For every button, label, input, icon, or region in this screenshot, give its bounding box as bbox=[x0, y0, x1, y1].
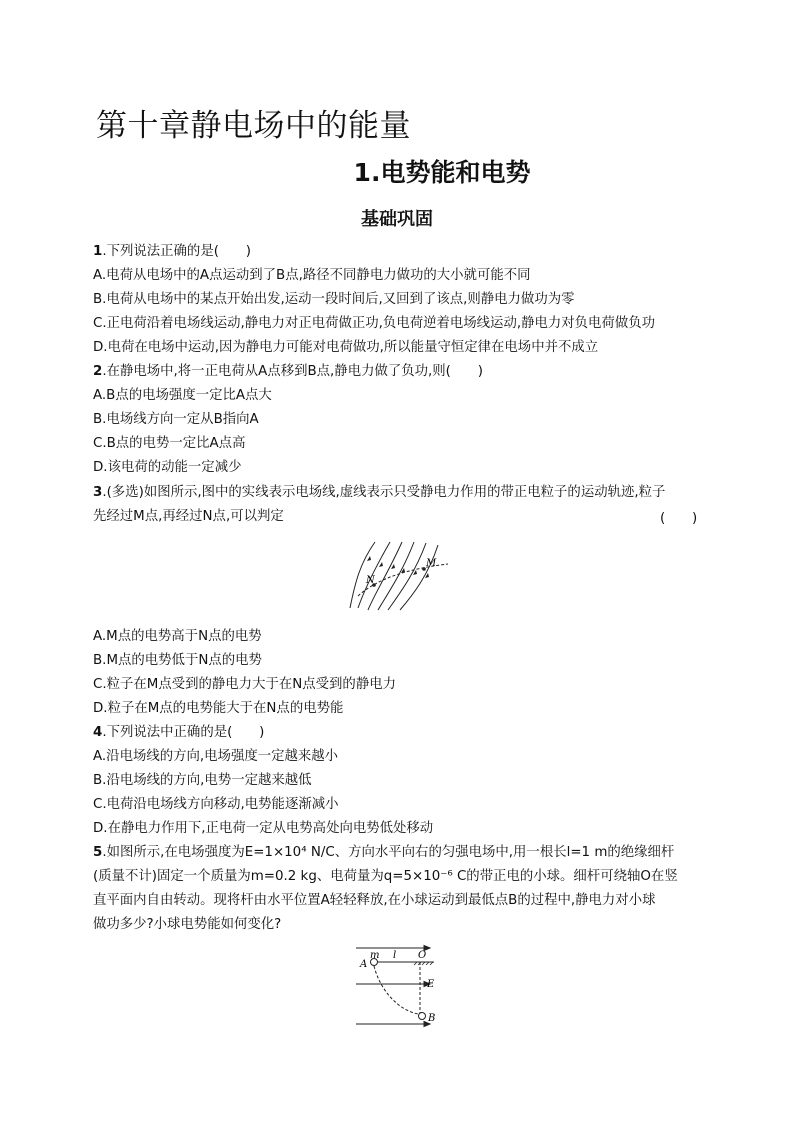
q5-line3: 直平面内自由转动。现将杆由水平位置A轻轻释放,在小球运动到最低点B的过程中,静电力对小球 bbox=[93, 893, 656, 908]
q5-pendulum-figure bbox=[350, 940, 450, 1030]
q2-option-a: A.B点的电场强度一定比A点大 bbox=[93, 388, 272, 403]
q3-stem-line1: 3.(多选)如图所示,图中的实线表示电场线,虚线表示只受静电力作用的带正电粒子的运动轨迹,粒子 bbox=[93, 485, 666, 500]
q4-option-b: B.沿电场线的方向,电势一定越来越低 bbox=[93, 773, 312, 788]
q4-option-a: A.沿电场线的方向,电场强度一定越来越小 bbox=[93, 749, 339, 764]
q3-field-line-figure bbox=[340, 538, 460, 614]
q5-label-a: A bbox=[360, 959, 368, 970]
q3-option-b: B.M点的电势低于N点的电势 bbox=[93, 653, 262, 668]
q1-option-d: D.电荷在电场中运动,因为静电力可能对电荷做功,所以能量守恒定律在电场中并不成立 bbox=[93, 340, 599, 355]
q5-line1: 5.如图所示,在电场强度为E=1×10⁴ N/C、方向水平向右的匀强电场中,用一根长l=1 m的绝缘细杆 bbox=[93, 845, 675, 860]
q3-option-c: C.粒子在M点受到的静电力大于在N点受到的静电力 bbox=[93, 677, 396, 692]
q2-option-d: D.该电荷的动能一定减少 bbox=[93, 460, 242, 475]
q5-label-e: E bbox=[427, 979, 435, 990]
q1-stem: 1.下列说法正确的是( ) bbox=[93, 244, 251, 259]
q1-option-c: C.正电荷沿着电场线运动,静电力对正电荷做正功,负电荷逆着电场线运动,静电力对负电荷做负功 bbox=[93, 316, 655, 331]
q4-option-d: D.在静电力作用下,正电荷一定从电势高处向电势低处移动 bbox=[93, 821, 434, 836]
q5-line2: (质量不计)固定一个质量为m=0.2 kg、电荷量为q=5×10⁻⁶ C的带正电的小球。细杆可绕轴O在竖 bbox=[93, 869, 678, 884]
q3-answer-paren: ( ) bbox=[660, 511, 698, 526]
q3-label-n: N bbox=[366, 575, 375, 586]
q5-label-m: m bbox=[370, 950, 380, 961]
q1-option-a: A.电荷从电场中的A点运动到了B点,路径不同静电力做功的大小就可能不同 bbox=[93, 268, 531, 283]
q5-label-b: B bbox=[428, 1013, 436, 1024]
q4-stem: 4.下列说法中正确的是( ) bbox=[93, 725, 265, 740]
chapter-title: 第十章静电场中的能量 bbox=[96, 108, 411, 144]
q3-label-m: M bbox=[426, 558, 437, 569]
q5-label-o: O bbox=[418, 950, 427, 961]
q2-option-c: C.B点的电势一定比A点高 bbox=[93, 436, 246, 451]
q3-option-a: A.M点的电势高于N点的电势 bbox=[93, 629, 262, 644]
q2-stem: 2.在静电场中,将一正电荷从A点移到B点,静电力做了负功,则( ) bbox=[93, 364, 483, 379]
q3-stem-line2: 先经过M点,再经过N点,可以判定 bbox=[93, 509, 284, 524]
q4-option-c: C.电荷沿电场线方向移动,电势能逐渐减小 bbox=[93, 797, 339, 812]
q2-option-b: B.电场线方向一定从B指向A bbox=[93, 412, 259, 427]
q1-option-b: B.电荷从电场中的某点开始出发,运动一段时间后,又回到了该点,则静电力做功为零 bbox=[93, 292, 575, 307]
q5-label-l: l bbox=[393, 950, 397, 961]
subsection-title: 基础巩固 bbox=[361, 209, 433, 230]
q3-option-d: D.粒子在M点的电势能大于在N点的电势能 bbox=[93, 701, 344, 716]
section-title: 1.电势能和电势 bbox=[353, 158, 531, 187]
q5-line4: 做功多少?小球电势能如何变化? bbox=[93, 917, 282, 932]
